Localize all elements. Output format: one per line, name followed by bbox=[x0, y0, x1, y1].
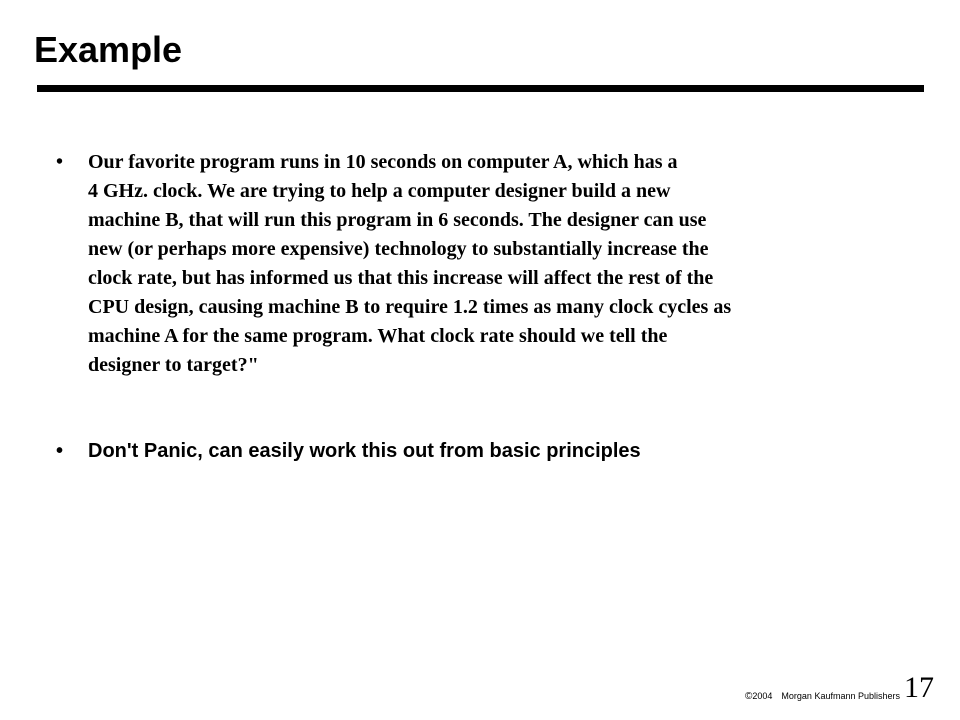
problem-line-8: designer to target?" bbox=[88, 354, 259, 376]
problem-line-1: Our favorite program runs in 10 seconds on computer A, which has a bbox=[88, 151, 678, 173]
problem-line-6: CPU design, causing machine B to require 1.2 times as many clock cycles as bbox=[88, 296, 732, 318]
slide-title: Example bbox=[34, 29, 183, 70]
bullet-text-dont-panic: Don't Panic, can easily work this out from basic principles bbox=[88, 440, 641, 462]
problem-line-4: new (or perhaps more expensive) technology to substantially increase the bbox=[88, 238, 709, 260]
page-number: 17 bbox=[904, 671, 934, 704]
title-underline-rule bbox=[37, 85, 924, 92]
copyright-symbol: © bbox=[745, 691, 753, 702]
problem-line-5: clock rate, but has informed us that this increase will affect the rest of the bbox=[88, 267, 714, 289]
bullet-marker-1: • bbox=[56, 151, 64, 173]
problem-line-3: machine B, that will run this program in 6 seconds. The designer can use bbox=[88, 209, 707, 231]
bullet-marker-2: • bbox=[56, 440, 64, 462]
problem-line-7: machine A for the same program. What clock rate should we tell the bbox=[88, 325, 668, 347]
bullet-text-problem bbox=[88, 148, 888, 380]
publisher-name: Morgan Kaufmann Publishers bbox=[781, 691, 900, 701]
problem-line-2: 4 GHz. clock. We are trying to help a computer designer build a new bbox=[88, 180, 671, 202]
copyright-footer bbox=[745, 690, 900, 703]
copyright-year: 2004 bbox=[752, 691, 773, 701]
